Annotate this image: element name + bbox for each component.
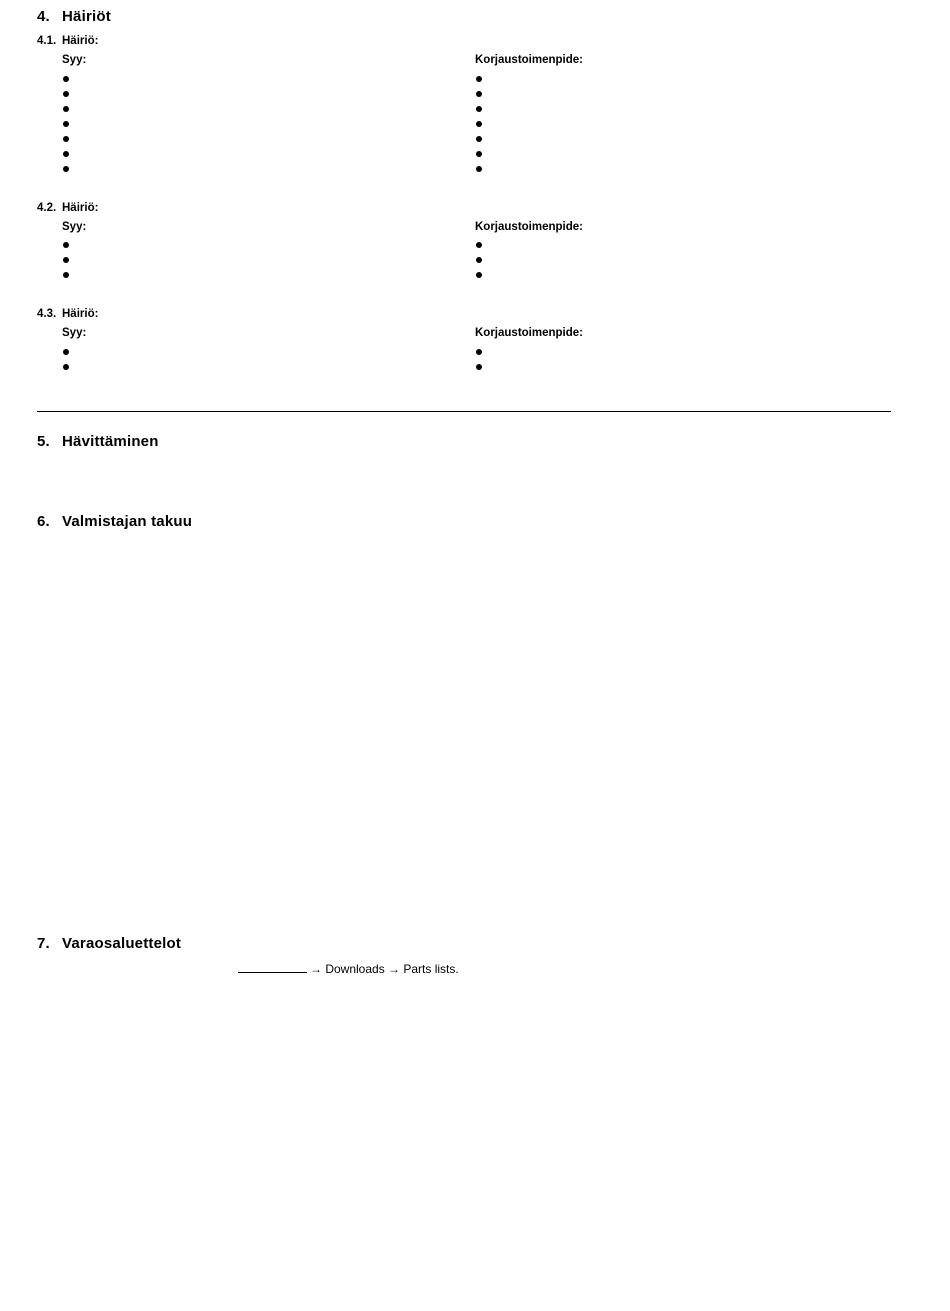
list-bullet — [63, 76, 69, 82]
list-bullet — [63, 151, 69, 157]
section-6-heading — [37, 513, 192, 531]
section-title: Häiriöt — [62, 8, 111, 25]
cause-label: Syy: — [62, 327, 87, 339]
list-bullet — [63, 349, 69, 355]
list-bullet — [63, 91, 69, 97]
fault-number: 4.1. — [37, 35, 57, 47]
section-number: 5. — [37, 433, 50, 450]
list-bullet — [63, 136, 69, 142]
fault-number: 4.3. — [37, 308, 57, 320]
cause-label: Syy: — [62, 221, 87, 233]
list-bullet — [476, 257, 482, 263]
section-7-heading — [37, 935, 181, 953]
list-bullet — [63, 166, 69, 172]
list-bullet — [476, 91, 482, 97]
list-bullet — [476, 151, 482, 157]
remedy-label: Korjaustoimenpide: — [475, 221, 583, 233]
fault-number: 4.2. — [37, 202, 57, 214]
section-title: Hävittäminen — [62, 433, 159, 450]
list-bullet — [63, 121, 69, 127]
list-bullet — [476, 76, 482, 82]
list-bullet — [476, 136, 482, 142]
cause-label: Syy: — [62, 54, 87, 66]
remedy-label: Korjaustoimenpide: — [475, 54, 583, 66]
redacted-link-blank — [238, 960, 307, 973]
fault-label: Häiriö: — [62, 35, 99, 47]
list-bullet — [476, 364, 482, 370]
list-bullet — [476, 242, 482, 248]
section-5-heading — [37, 433, 159, 451]
section-number: 6. — [37, 513, 50, 530]
section-4-heading — [37, 8, 111, 26]
remedy-label: Korjaustoimenpide: — [475, 327, 583, 339]
fault-4-3-heading — [37, 307, 98, 321]
section-number: 4. — [37, 8, 50, 25]
section-title: Varaosaluettelot — [62, 935, 182, 952]
list-bullet — [476, 272, 482, 278]
parts-list-path — [238, 960, 459, 976]
list-bullet — [476, 106, 482, 112]
fault-label: Häiriö: — [62, 308, 99, 320]
list-bullet — [476, 166, 482, 172]
list-bullet — [63, 272, 69, 278]
list-bullet — [476, 349, 482, 355]
section-divider — [37, 411, 891, 412]
fault-label: Häiriö: — [62, 202, 99, 214]
section-title: Valmistajan takuu — [62, 513, 193, 530]
fault-4-2-heading — [37, 201, 98, 215]
section-number: 7. — [37, 935, 50, 952]
parts-path-text: → Downloads → Parts lists. — [310, 962, 459, 976]
list-bullet — [63, 106, 69, 112]
list-bullet — [63, 257, 69, 263]
list-bullet — [63, 364, 69, 370]
fault-4-1-heading — [37, 34, 98, 48]
list-bullet — [476, 121, 482, 127]
list-bullet — [63, 242, 69, 248]
